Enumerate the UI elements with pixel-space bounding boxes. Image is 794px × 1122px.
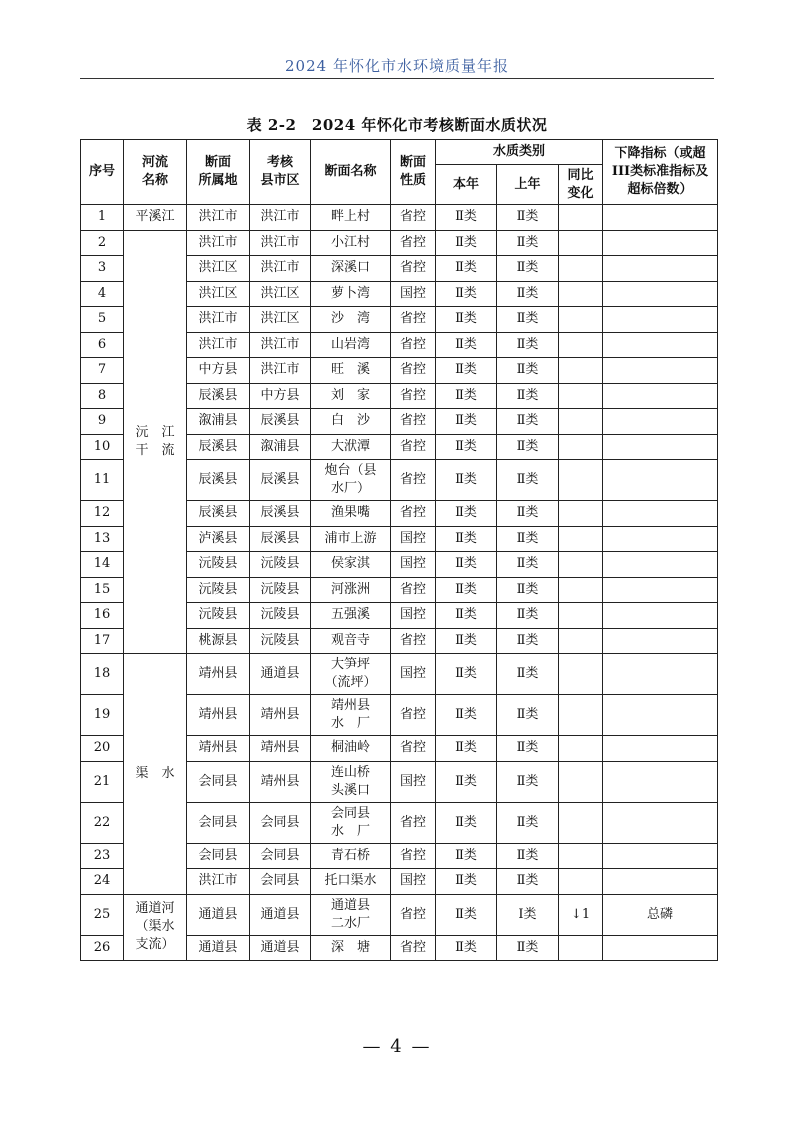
col-header-decline: 下降指标（或超 III类标准指标及 超标倍数）	[603, 140, 718, 205]
county-cell: 洪江市	[250, 358, 311, 384]
decline-cell	[603, 434, 718, 460]
this-year-cell: Ⅱ类	[436, 802, 497, 843]
decline-cell	[603, 501, 718, 527]
this-year-cell: Ⅱ类	[436, 654, 497, 695]
section-cell: 会同县 水 厂	[311, 802, 391, 843]
section-cell: 青石桥	[311, 843, 391, 869]
river-name-cell: 渠 水	[124, 654, 187, 895]
last-year-cell: Ⅱ类	[497, 281, 559, 307]
seq-cell: 18	[81, 654, 124, 695]
nature-cell: 省控	[391, 434, 436, 460]
nature-cell: 省控	[391, 230, 436, 256]
decline-cell	[603, 205, 718, 231]
section-cell: 侯家淇	[311, 552, 391, 578]
river-name-cell: 沅 江 干 流	[124, 230, 187, 654]
county-cell: 洪江市	[250, 256, 311, 282]
section-cell: 连山桥 头溪口	[311, 761, 391, 802]
col-header-county: 考核 县市区	[250, 140, 311, 205]
last-year-cell: Ⅱ类	[497, 628, 559, 654]
table-row	[81, 654, 718, 695]
county-cell: 通道县	[250, 654, 311, 695]
seq-cell: 12	[81, 501, 124, 527]
location-cell: 会同县	[187, 761, 250, 802]
location-cell: 会同县	[187, 843, 250, 869]
last-year-cell: Ⅱ类	[497, 501, 559, 527]
this-year-cell: Ⅱ类	[436, 307, 497, 333]
location-cell: 辰溪县	[187, 501, 250, 527]
nature-cell: 国控	[391, 654, 436, 695]
col-header-seq: 序号	[81, 140, 124, 205]
nature-cell: 省控	[391, 894, 436, 935]
decline-cell	[603, 332, 718, 358]
nature-cell: 省控	[391, 736, 436, 762]
seq-cell: 14	[81, 552, 124, 578]
this-year-cell: Ⅱ类	[436, 501, 497, 527]
county-cell: 会同县	[250, 843, 311, 869]
decline-cell	[603, 577, 718, 603]
location-cell: 洪江市	[187, 230, 250, 256]
last-year-cell: Ⅱ类	[497, 695, 559, 736]
yoy-cell	[559, 434, 603, 460]
seq-cell: 6	[81, 332, 124, 358]
seq-cell: 16	[81, 603, 124, 629]
section-cell: 旺 溪	[311, 358, 391, 384]
section-cell: 山岩湾	[311, 332, 391, 358]
county-cell: 辰溪县	[250, 501, 311, 527]
location-cell: 桃源县	[187, 628, 250, 654]
section-cell: 深溪口	[311, 256, 391, 282]
report-header: 2024 年怀化市水环境质量年报	[285, 57, 509, 75]
nature-cell: 省控	[391, 935, 436, 961]
nature-cell: 省控	[391, 256, 436, 282]
table-row	[81, 230, 718, 256]
county-cell: 辰溪县	[250, 526, 311, 552]
section-cell: 畔上村	[311, 205, 391, 231]
county-cell: 沅陵县	[250, 577, 311, 603]
decline-cell	[603, 935, 718, 961]
last-year-cell: Ⅱ类	[497, 332, 559, 358]
nature-cell: 省控	[391, 501, 436, 527]
section-cell: 河涨洲	[311, 577, 391, 603]
county-cell: 辰溪县	[250, 460, 311, 501]
this-year-cell: Ⅱ类	[436, 409, 497, 435]
last-year-cell: Ⅱ类	[497, 869, 559, 895]
nature-cell: 省控	[391, 205, 436, 231]
nature-cell: 省控	[391, 577, 436, 603]
seq-cell: 11	[81, 460, 124, 501]
yoy-cell	[559, 935, 603, 961]
county-cell: 洪江市	[250, 205, 311, 231]
location-cell: 靖州县	[187, 695, 250, 736]
section-cell: 观音寺	[311, 628, 391, 654]
section-cell: 沙 湾	[311, 307, 391, 333]
section-cell: 小江村	[311, 230, 391, 256]
col-header-section: 断面名称	[311, 140, 391, 205]
this-year-cell: Ⅱ类	[436, 383, 497, 409]
location-cell: 沅陵县	[187, 603, 250, 629]
section-cell: 深 塘	[311, 935, 391, 961]
county-cell: 洪江区	[250, 307, 311, 333]
decline-cell	[603, 552, 718, 578]
this-year-cell: Ⅱ类	[436, 869, 497, 895]
last-year-cell: Ⅱ类	[497, 761, 559, 802]
last-year-cell: Ⅱ类	[497, 654, 559, 695]
seq-cell: 9	[81, 409, 124, 435]
last-year-cell: Ⅱ类	[497, 358, 559, 384]
decline-cell	[603, 526, 718, 552]
decline-cell	[603, 383, 718, 409]
this-year-cell: Ⅱ类	[436, 577, 497, 603]
last-year-cell: Ⅱ类	[497, 434, 559, 460]
this-year-cell: Ⅱ类	[436, 628, 497, 654]
location-cell: 靖州县	[187, 654, 250, 695]
seq-cell: 20	[81, 736, 124, 762]
seq-cell: 23	[81, 843, 124, 869]
this-year-cell: Ⅱ类	[436, 434, 497, 460]
last-year-cell: Ⅱ类	[497, 460, 559, 501]
this-year-cell: Ⅱ类	[436, 603, 497, 629]
nature-cell: 省控	[391, 460, 436, 501]
this-year-cell: Ⅱ类	[436, 460, 497, 501]
section-cell: 浦市上游	[311, 526, 391, 552]
yoy-cell	[559, 358, 603, 384]
yoy-cell	[559, 603, 603, 629]
header-divider	[80, 78, 714, 79]
decline-cell	[603, 603, 718, 629]
nature-cell: 国控	[391, 869, 436, 895]
decline-cell	[603, 628, 718, 654]
table-row	[81, 894, 718, 935]
nature-cell: 省控	[391, 802, 436, 843]
county-cell: 洪江市	[250, 230, 311, 256]
yoy-cell	[559, 552, 603, 578]
yoy-cell	[559, 409, 603, 435]
yoy-cell	[559, 281, 603, 307]
last-year-cell: Ⅱ类	[497, 205, 559, 231]
nature-cell: 省控	[391, 307, 436, 333]
location-cell: 洪江市	[187, 332, 250, 358]
location-cell: 洪江区	[187, 256, 250, 282]
this-year-cell: Ⅱ类	[436, 205, 497, 231]
location-cell: 洪江市	[187, 869, 250, 895]
section-cell: 靖州县 水 厂	[311, 695, 391, 736]
yoy-cell	[559, 460, 603, 501]
this-year-cell: Ⅱ类	[436, 736, 497, 762]
nature-cell: 省控	[391, 358, 436, 384]
yoy-cell	[559, 869, 603, 895]
decline-cell	[603, 307, 718, 333]
county-cell: 靖州县	[250, 695, 311, 736]
location-cell: 沅陵县	[187, 577, 250, 603]
col-header-quality: 水质类别	[436, 140, 603, 165]
seq-cell: 5	[81, 307, 124, 333]
section-cell: 白 沙	[311, 409, 391, 435]
last-year-cell: Ⅱ类	[497, 843, 559, 869]
yoy-cell	[559, 256, 603, 282]
yoy-cell	[559, 695, 603, 736]
decline-cell	[603, 281, 718, 307]
seq-cell: 8	[81, 383, 124, 409]
seq-cell: 2	[81, 230, 124, 256]
decline-cell	[603, 230, 718, 256]
yoy-cell	[559, 577, 603, 603]
col-header-last-year: 上年	[497, 165, 559, 205]
seq-cell: 4	[81, 281, 124, 307]
this-year-cell: Ⅱ类	[436, 695, 497, 736]
section-cell: 刘 家	[311, 383, 391, 409]
section-cell: 大笋坪 （流坪）	[311, 654, 391, 695]
section-cell: 通道县 二水厂	[311, 894, 391, 935]
yoy-cell	[559, 205, 603, 231]
this-year-cell: Ⅱ类	[436, 894, 497, 935]
last-year-cell: Ⅱ类	[497, 307, 559, 333]
location-cell: 中方县	[187, 358, 250, 384]
last-year-cell: Ⅱ类	[497, 736, 559, 762]
location-cell: 沅陵县	[187, 552, 250, 578]
last-year-cell: Ⅱ类	[497, 526, 559, 552]
location-cell: 辰溪县	[187, 434, 250, 460]
last-year-cell: Ⅱ类	[497, 383, 559, 409]
nature-cell: 省控	[391, 332, 436, 358]
location-cell: 辰溪县	[187, 383, 250, 409]
nature-cell: 省控	[391, 695, 436, 736]
location-cell: 洪江市	[187, 205, 250, 231]
last-year-cell: Ⅱ类	[497, 603, 559, 629]
this-year-cell: Ⅱ类	[436, 358, 497, 384]
yoy-cell	[559, 501, 603, 527]
river-name-cell: 通道河 （渠水 支流）	[124, 894, 187, 961]
section-cell: 托口渠水	[311, 869, 391, 895]
last-year-cell: Ⅱ类	[497, 577, 559, 603]
section-cell: 大洑潭	[311, 434, 391, 460]
decline-cell	[603, 256, 718, 282]
county-cell: 靖州县	[250, 761, 311, 802]
this-year-cell: Ⅱ类	[436, 843, 497, 869]
decline-cell: 总磷	[603, 894, 718, 935]
decline-cell	[603, 654, 718, 695]
county-cell: 中方县	[250, 383, 311, 409]
last-year-cell: Ⅱ类	[497, 802, 559, 843]
yoy-cell	[559, 761, 603, 802]
col-header-this-year: 本年	[436, 165, 497, 205]
seq-cell: 19	[81, 695, 124, 736]
table-row	[81, 205, 718, 231]
section-cell: 萝卜湾	[311, 281, 391, 307]
decline-cell	[603, 802, 718, 843]
location-cell: 溆浦县	[187, 409, 250, 435]
last-year-cell: Ⅰ类	[497, 894, 559, 935]
seq-cell: 15	[81, 577, 124, 603]
yoy-cell	[559, 628, 603, 654]
nature-cell: 国控	[391, 526, 436, 552]
nature-cell: 省控	[391, 628, 436, 654]
this-year-cell: Ⅱ类	[436, 281, 497, 307]
county-cell: 洪江市	[250, 332, 311, 358]
decline-cell	[603, 869, 718, 895]
section-cell: 桐油岭	[311, 736, 391, 762]
this-year-cell: Ⅱ类	[436, 761, 497, 802]
last-year-cell: Ⅱ类	[497, 230, 559, 256]
this-year-cell: Ⅱ类	[436, 935, 497, 961]
county-cell: 会同县	[250, 802, 311, 843]
location-cell: 通道县	[187, 935, 250, 961]
col-header-nature: 断面 性质	[391, 140, 436, 205]
decline-cell	[603, 695, 718, 736]
county-cell: 通道县	[250, 935, 311, 961]
yoy-cell	[559, 307, 603, 333]
county-cell: 沅陵县	[250, 603, 311, 629]
section-cell: 渔果嘴	[311, 501, 391, 527]
yoy-cell	[559, 332, 603, 358]
county-cell: 溆浦县	[250, 434, 311, 460]
nature-cell: 国控	[391, 761, 436, 802]
col-header-river: 河流 名称	[124, 140, 187, 205]
seq-cell: 17	[81, 628, 124, 654]
location-cell: 靖州县	[187, 736, 250, 762]
section-cell: 炮台（县 水厂）	[311, 460, 391, 501]
location-cell: 通道县	[187, 894, 250, 935]
decline-cell	[603, 843, 718, 869]
seq-cell: 7	[81, 358, 124, 384]
table-caption: 表 2-2 2024 年怀化市考核断面水质状况	[246, 116, 548, 134]
nature-cell: 国控	[391, 552, 436, 578]
page-number: — 4 —	[362, 1036, 432, 1057]
this-year-cell: Ⅱ类	[436, 332, 497, 358]
county-cell: 通道县	[250, 894, 311, 935]
this-year-cell: Ⅱ类	[436, 552, 497, 578]
this-year-cell: Ⅱ类	[436, 256, 497, 282]
yoy-cell	[559, 230, 603, 256]
location-cell: 辰溪县	[187, 460, 250, 501]
county-cell: 靖州县	[250, 736, 311, 762]
seq-cell: 13	[81, 526, 124, 552]
yoy-cell	[559, 654, 603, 695]
yoy-cell: ↓1	[559, 894, 603, 935]
yoy-cell	[559, 802, 603, 843]
nature-cell: 省控	[391, 843, 436, 869]
seq-cell: 22	[81, 802, 124, 843]
nature-cell: 省控	[391, 383, 436, 409]
section-cell: 五强溪	[311, 603, 391, 629]
location-cell: 会同县	[187, 802, 250, 843]
seq-cell: 21	[81, 761, 124, 802]
decline-cell	[603, 358, 718, 384]
location-cell: 洪江区	[187, 281, 250, 307]
seq-cell: 1	[81, 205, 124, 231]
decline-cell	[603, 409, 718, 435]
nature-cell: 国控	[391, 281, 436, 307]
yoy-cell	[559, 736, 603, 762]
seq-cell: 25	[81, 894, 124, 935]
location-cell: 洪江市	[187, 307, 250, 333]
county-cell: 洪江区	[250, 281, 311, 307]
county-cell: 沅陵县	[250, 552, 311, 578]
col-header-yoy: 同比 变化	[559, 165, 603, 205]
county-cell: 辰溪县	[250, 409, 311, 435]
county-cell: 会同县	[250, 869, 311, 895]
last-year-cell: Ⅱ类	[497, 935, 559, 961]
last-year-cell: Ⅱ类	[497, 552, 559, 578]
water-quality-table	[80, 139, 718, 961]
yoy-cell	[559, 526, 603, 552]
river-name-cell: 平溪江	[124, 205, 187, 231]
nature-cell: 省控	[391, 409, 436, 435]
seq-cell: 26	[81, 935, 124, 961]
seq-cell: 3	[81, 256, 124, 282]
last-year-cell: Ⅱ类	[497, 409, 559, 435]
this-year-cell: Ⅱ类	[436, 526, 497, 552]
col-header-location: 断面 所属地	[187, 140, 250, 205]
seq-cell: 24	[81, 869, 124, 895]
this-year-cell: Ⅱ类	[436, 230, 497, 256]
decline-cell	[603, 460, 718, 501]
yoy-cell	[559, 383, 603, 409]
last-year-cell: Ⅱ类	[497, 256, 559, 282]
nature-cell: 国控	[391, 603, 436, 629]
yoy-cell	[559, 843, 603, 869]
location-cell: 泸溪县	[187, 526, 250, 552]
county-cell: 沅陵县	[250, 628, 311, 654]
decline-cell	[603, 761, 718, 802]
seq-cell: 10	[81, 434, 124, 460]
decline-cell	[603, 736, 718, 762]
